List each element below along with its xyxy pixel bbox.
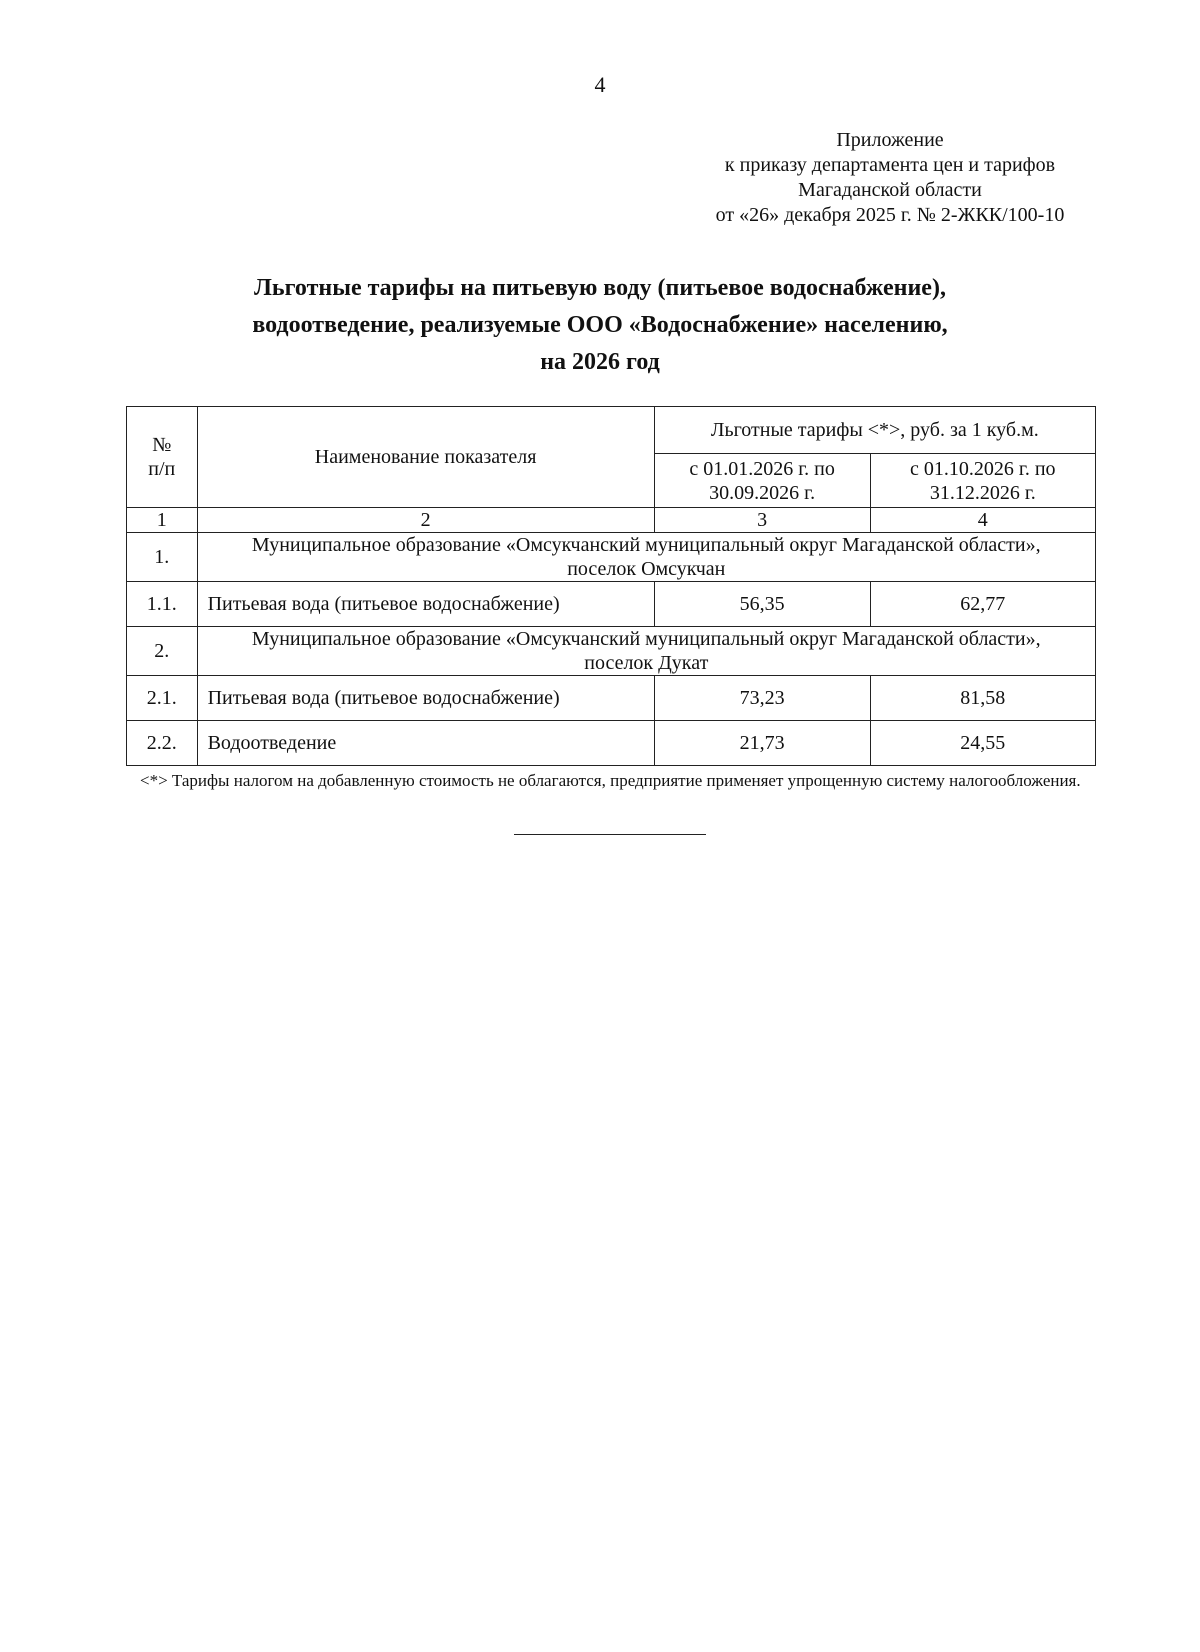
title-line: на 2026 год <box>540 349 660 375</box>
header-tariffs-cell: Льготные тарифы <*>, руб. за 1 куб.м. <box>654 407 1095 454</box>
index-cell: 2 <box>197 508 654 533</box>
end-divider <box>514 834 706 835</box>
title-line: Льготные тарифы на питьевую воду (питьевое водоснабжение), <box>254 275 946 301</box>
item-name-cell: Питьевая вода (питьевое водоснабжение) <box>197 676 654 721</box>
period2-line1: с 01.10.2026 г. по <box>910 457 1056 480</box>
header-num-cell <box>127 407 198 508</box>
table-row <box>127 676 1096 721</box>
group-name-cell <box>197 533 1095 582</box>
group-name-line2: поселок Омсукчан <box>567 558 726 580</box>
table-header-row <box>127 407 1096 454</box>
appendix-block <box>680 128 1100 228</box>
appendix-line: от «26» декабря 2025 г. № 2-ЖКК/100-10 <box>715 204 1065 226</box>
group-row <box>127 627 1096 676</box>
header-name-cell: Наименование показателя <box>197 407 654 508</box>
period1-line2: 30.09.2026 г. <box>709 481 816 504</box>
item-num-cell: 1.1. <box>127 582 198 627</box>
item-num-cell: 2.1. <box>127 676 198 721</box>
header-period1-cell <box>654 454 870 508</box>
title-line: водоотведение, реализуемые ООО «Водоснабжение» населению, <box>252 312 948 338</box>
index-cell: 1 <box>127 508 198 533</box>
group-name-line1: Муниципальное образование «Омсукчанский муниципальный округ Магаданской области», <box>251 534 1041 556</box>
appendix-line: к приказу департамента цен и тарифов <box>724 154 1056 176</box>
item-name-cell: Водоотведение <box>197 721 654 766</box>
group-name-line1: Муниципальное образование «Омсукчанский муниципальный округ Магаданской области», <box>251 628 1041 650</box>
header-num-line1: № <box>152 434 172 456</box>
table-row <box>127 721 1096 766</box>
item-value1-cell: 21,73 <box>654 721 870 766</box>
document-title <box>100 270 1100 381</box>
footnote: <*> Тарифы налогом на добавленную стоимость не облагаются, предприятие применяет упрощенную систему налогообложения. <box>140 771 1081 790</box>
group-num-cell: 1. <box>127 533 198 582</box>
item-value2-cell: 24,55 <box>870 721 1095 766</box>
period1-line1: с 01.01.2026 г. по <box>689 457 835 480</box>
appendix-line: Магаданской области <box>798 179 982 201</box>
item-value2-cell: 62,77 <box>870 582 1095 627</box>
item-value2-cell: 81,58 <box>870 676 1095 721</box>
page-number: 4 <box>594 72 606 97</box>
appendix-line: Приложение <box>836 129 944 151</box>
group-name-cell <box>197 627 1095 676</box>
period2-line2: 31.12.2026 г. <box>929 481 1036 504</box>
item-value1-cell: 56,35 <box>654 582 870 627</box>
group-name-line2: поселок Дукат <box>584 652 709 674</box>
index-cell: 3 <box>654 508 870 533</box>
item-num-cell: 2.2. <box>127 721 198 766</box>
tariffs-table <box>126 406 1096 766</box>
column-index-row <box>127 508 1096 533</box>
header-num-line2: п/п <box>148 458 176 480</box>
item-name-cell: Питьевая вода (питьевое водоснабжение) <box>197 582 654 627</box>
index-cell: 4 <box>870 508 1095 533</box>
group-row <box>127 533 1096 582</box>
table-row <box>127 582 1096 627</box>
group-num-cell: 2. <box>127 627 198 676</box>
header-period2-cell <box>870 454 1095 508</box>
item-value1-cell: 73,23 <box>654 676 870 721</box>
